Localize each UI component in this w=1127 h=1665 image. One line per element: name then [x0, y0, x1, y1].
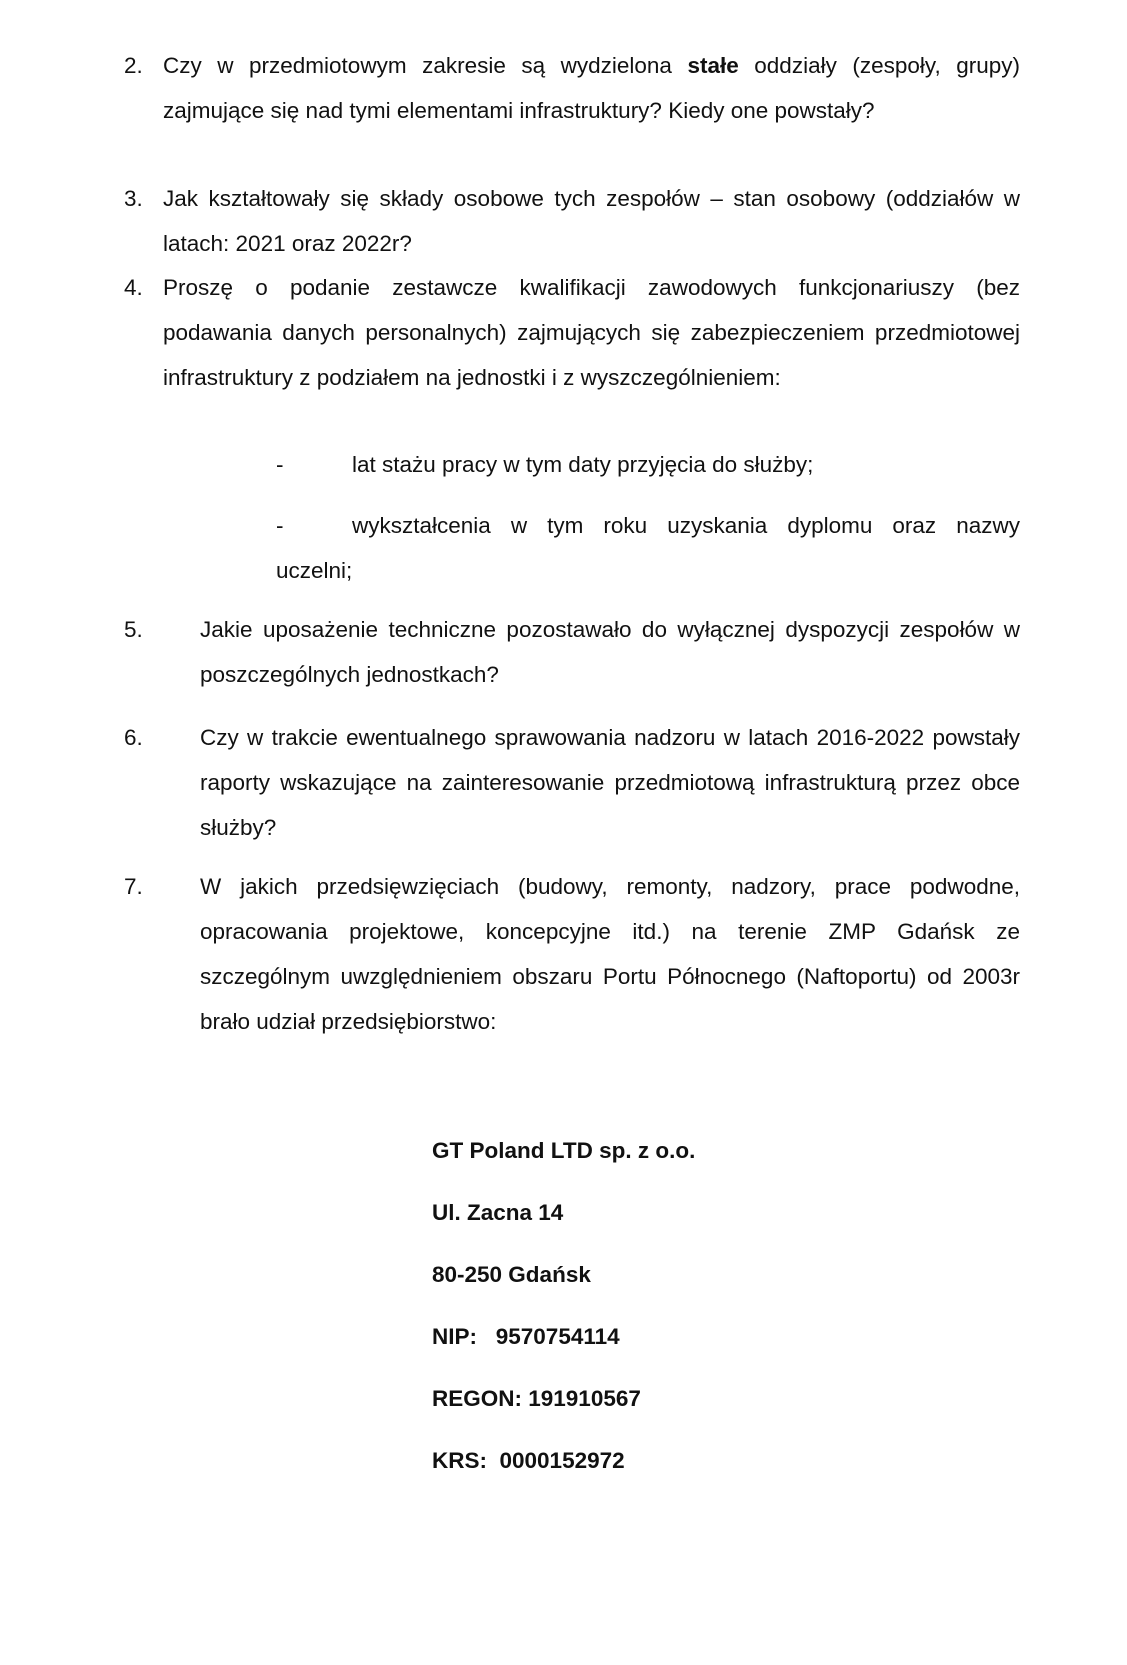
- question-number: 2.: [124, 53, 143, 78]
- bold-word: stałe: [687, 53, 739, 78]
- bullet-dash: -: [276, 513, 284, 538]
- company-nip: NIP: 9570754114: [432, 1324, 620, 1349]
- question-text: Czy w trakcie ewentualnego sprawowania nadzoru w latach 2016-2022 powstały raporty wskazujące na zainteresowanie przedmiotową infrastrukturą przez obce służby?: [200, 725, 1020, 840]
- question-number: 4.: [124, 275, 143, 300]
- question-text: Jak kształtowały się składy osobowe tych zespołów – stan osobowy (oddziałów w latach: 2021 oraz 2022r?: [163, 186, 1020, 256]
- question-number: 6.: [124, 725, 143, 750]
- company-street: Ul. Zacna 14: [432, 1200, 564, 1225]
- question-number: 5.: [124, 617, 143, 642]
- question-text: Proszę o podanie zestawcze kwalifikacji zawodowych funkcjonariuszy (bez podawania danych personalnych) zajmujących się zabezpieczeniem przedmiotowej infrastruktury z podziałem na jednostki i z wyszczególnieniem:: [163, 275, 1020, 390]
- question-text-part: oddziały (zespoły, grupy) zajmujące się nad tymi elementami infrastruktury? Kiedy one powstały?: [163, 53, 1020, 123]
- question-number: 3.: [124, 186, 143, 211]
- bullet-text: wykształcenia w tym roku uzyskania dyplomu oraz nazwy: [352, 513, 1020, 538]
- bullet-text-continuation: uczelni;: [276, 558, 353, 583]
- bullet-item: [276, 503, 1020, 603]
- company-krs: KRS: 0000152972: [432, 1448, 625, 1473]
- question-text: W jakich przedsięwzięciach (budowy, remonty, nadzory, prace podwodne, opracowania projektowe, koncepcyjne itd.) na terenie ZMP Gdańsk ze szczególnym uwzględnieniem obszaru Portu Północnego (Naftoportu) od 2003r brało udział przedsiębiorstwo:: [200, 874, 1020, 1034]
- company-regon: REGON: 191910567: [432, 1386, 641, 1411]
- bullet-item: [276, 442, 1020, 487]
- question-number: 7.: [124, 874, 143, 899]
- company-city: 80-250 Gdańsk: [432, 1262, 591, 1287]
- bullet-dash: -: [276, 452, 284, 477]
- question-text-part: Czy w przedmiotowym zakresie są wydzielona: [163, 53, 688, 78]
- question-text: Jakie uposażenie techniczne pozostawało do wyłącznej dyspozycji zespołów w poszczególnych jednostkach?: [200, 617, 1020, 687]
- bullet-text: lat stażu pracy w tym daty przyjęcia do służby;: [352, 452, 814, 477]
- company-info: [432, 1128, 695, 1500]
- question-text: [163, 43, 1020, 133]
- company-name: GT Poland LTD sp. z o.o.: [432, 1138, 696, 1163]
